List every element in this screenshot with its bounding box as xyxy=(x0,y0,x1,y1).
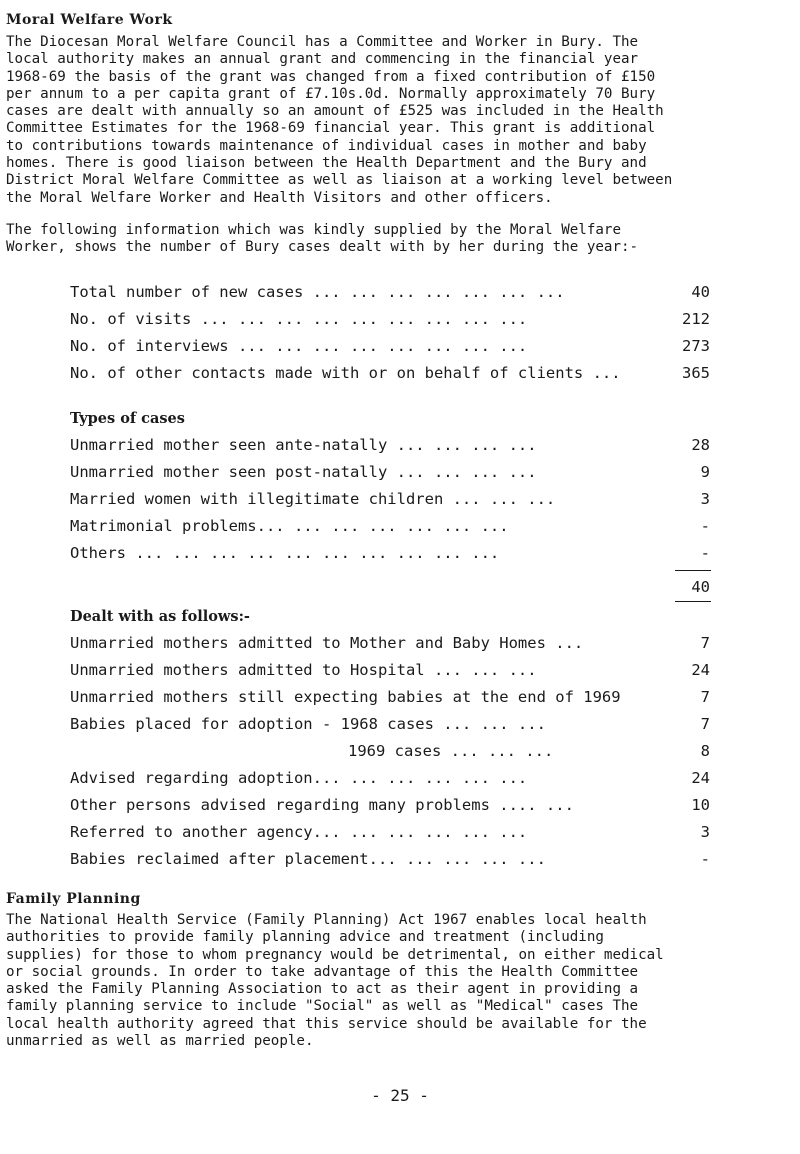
row-label: Unmarried mother seen post-natally ... ... ... ... xyxy=(70,463,537,481)
row-value: 24 xyxy=(691,661,710,679)
dealt-row xyxy=(70,769,710,789)
row-value: 8 xyxy=(700,742,710,760)
dealt-row xyxy=(70,823,710,843)
section-heading-family-planning: Family Planning xyxy=(6,891,141,907)
row-value: 3 xyxy=(700,490,710,508)
dealt-heading: Dealt with as follows:- xyxy=(70,608,250,625)
family-planning-paragraph xyxy=(6,912,794,1050)
types-total: 40 xyxy=(691,578,710,596)
dealt-row xyxy=(70,742,710,762)
total-rule-bottom xyxy=(675,601,711,602)
dealt-row xyxy=(70,661,710,681)
row-value: - xyxy=(700,544,710,562)
row-label: No. of visits ... ... ... ... ... ... ... ... ... xyxy=(70,310,528,328)
types-heading: Types of cases xyxy=(70,410,185,427)
text-line: Committee Estimates for the 1968-69 financial year. This grant is additional xyxy=(6,120,656,137)
text-line: asked the Family Planning Association to act as their agent in providing a xyxy=(6,981,639,998)
text-line: authorities to provide family planning advice and treatment (including xyxy=(6,929,604,946)
summary-row xyxy=(70,337,710,357)
row-label: Babies placed for adoption - 1968 cases ... ... ... xyxy=(70,715,546,733)
row-label: Others ... ... ... ... ... ... ... ... ... ... xyxy=(70,544,500,562)
row-label: Unmarried mothers still expecting babies at the end of 1969 xyxy=(70,688,621,706)
total-rule-top xyxy=(675,570,711,571)
text-line: per annum to a per capita grant of £7.10s.0d. Normally approximately 70 Bury xyxy=(6,85,656,102)
row-value: - xyxy=(700,517,710,535)
dealt-row xyxy=(70,715,710,735)
intro-paragraph xyxy=(6,34,794,207)
row-label: 1969 cases ... ... ... xyxy=(348,742,554,760)
text-line: The National Health Service (Family Planning) Act 1967 enables local health xyxy=(6,912,647,928)
row-label: Other persons advised regarding many problems .... ... xyxy=(70,796,574,814)
text-line: The following information which was kindly supplied by the Moral Welfare xyxy=(6,222,621,238)
row-label: Unmarried mother seen ante-natally ... ... ... ... xyxy=(70,436,537,454)
text-line: Worker, shows the number of Bury cases dealt with by her during the year:- xyxy=(6,239,639,256)
row-label: Total number of new cases ... ... ... ... ... ... ... xyxy=(70,283,565,301)
text-line: District Moral Welfare Committee as well as liaison at a working level between xyxy=(6,172,673,189)
info-paragraph xyxy=(6,222,794,257)
row-label: Married women with illegitimate children ... ... ... xyxy=(70,490,556,508)
text-line: supplies) for those to whom pregnancy would be detrimental, on either medical xyxy=(6,946,664,963)
text-line: unmarried as well as married people. xyxy=(6,1033,314,1050)
row-label: Unmarried mothers admitted to Hospital ... ... ... xyxy=(70,661,537,679)
row-value: 7 xyxy=(700,634,710,652)
text-line: cases are dealt with annually so an amount of £525 was included in the Health xyxy=(6,103,664,120)
text-line: local authority makes an annual grant and commencing in the financial year xyxy=(6,51,639,68)
row-label: Matrimonial problems... ... ... ... ... ... ... xyxy=(70,517,509,535)
row-label: No. of interviews ... ... ... ... ... ... ... ... xyxy=(70,337,528,355)
row-label: Advised regarding adoption... ... ... ... ... ... xyxy=(70,769,528,787)
summary-row xyxy=(70,310,710,330)
row-label: Babies reclaimed after placement... ... ... ... ... xyxy=(70,850,546,868)
row-value: 10 xyxy=(691,796,710,814)
text-line: homes. There is good liaison between the Health Department and the Bury and xyxy=(6,155,647,172)
row-value: 3 xyxy=(700,823,710,841)
dealt-row xyxy=(70,634,710,654)
text-line: family planning service to include "Social" as well as "Medical" cases The xyxy=(6,998,639,1015)
row-value: 7 xyxy=(700,688,710,706)
summary-row xyxy=(70,283,710,303)
types-row xyxy=(70,517,710,537)
types-row xyxy=(70,436,710,456)
types-row xyxy=(70,463,710,483)
text-line: or social grounds. In order to take advantage of this the Health Committee xyxy=(6,963,639,980)
section-heading-moral-welfare: Moral Welfare Work xyxy=(6,12,173,28)
row-value: 9 xyxy=(700,463,710,481)
types-row xyxy=(70,544,710,564)
row-label: Referred to another agency... ... ... ... ... ... xyxy=(70,823,528,841)
dealt-row xyxy=(70,796,710,816)
dealt-row xyxy=(70,850,710,870)
types-row xyxy=(70,490,710,510)
text-line: to contributions towards maintenance of individual cases in mother and baby xyxy=(6,137,647,154)
row-value: 7 xyxy=(700,715,710,733)
dealt-row xyxy=(70,688,710,708)
row-value: 365 xyxy=(682,364,710,382)
row-value: 273 xyxy=(682,337,710,355)
row-label: No. of other contacts made with or on behalf of clients ... xyxy=(70,364,621,382)
row-value: 40 xyxy=(691,283,710,301)
row-value: 28 xyxy=(691,436,710,454)
page-number: - 25 - xyxy=(371,1086,429,1105)
text-line: the Moral Welfare Worker and Health Visitors and other officers. xyxy=(6,189,553,206)
text-line: 1968-69 the basis of the grant was changed from a fixed contribution of £150 xyxy=(6,68,656,85)
text-line: local health authority agreed that this service should be available for the xyxy=(6,1015,647,1032)
row-value: - xyxy=(700,850,710,868)
row-value: 212 xyxy=(682,310,710,328)
row-label: Unmarried mothers admitted to Mother and Baby Homes ... xyxy=(70,634,584,652)
text-line: The Diocesan Moral Welfare Council has a Committee and Worker in Bury. The xyxy=(6,34,639,50)
summary-row xyxy=(70,364,710,384)
row-value: 24 xyxy=(691,769,710,787)
